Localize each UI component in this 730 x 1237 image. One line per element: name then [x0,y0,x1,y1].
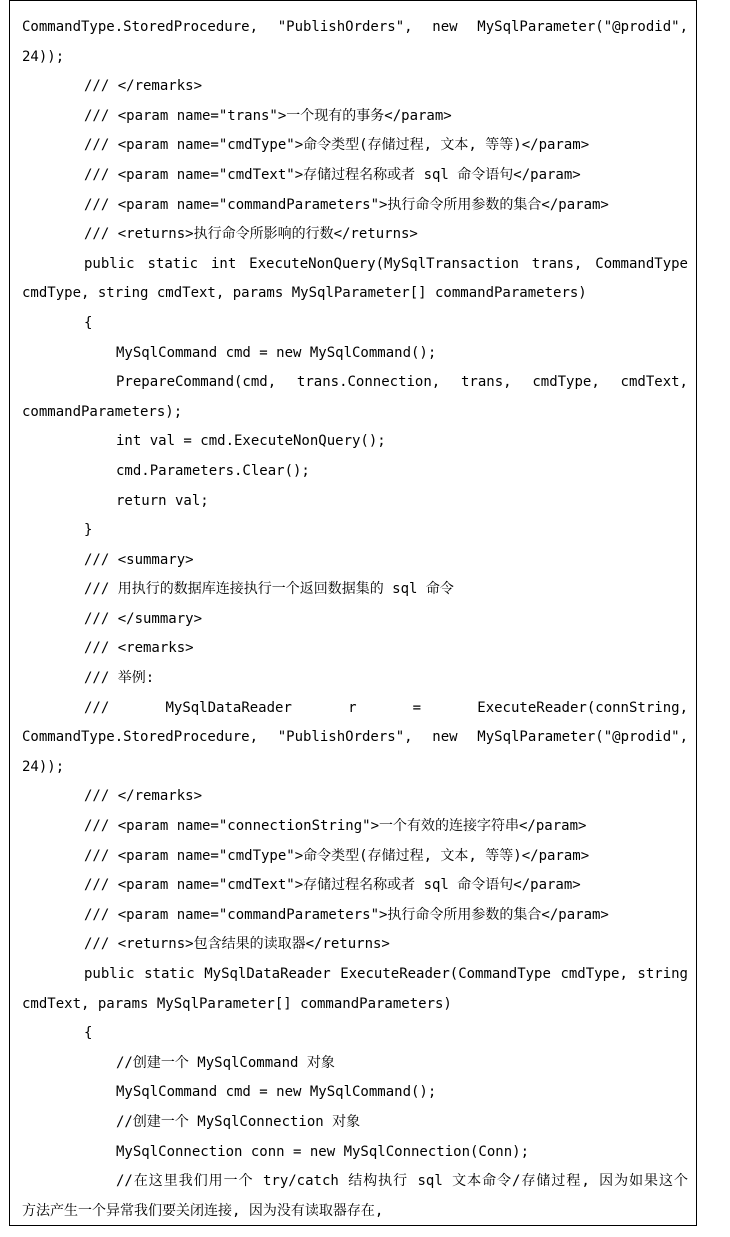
code-line: CommandType.StoredProcedure, "PublishOrders", new MySqlParameter("@prodid", [22,19,688,35]
code-line: /// <param name="commandParameters">执行命令所用参数的集合</param> [84,906,609,923]
code-line: return val; [116,492,209,509]
code-line: } [84,522,93,539]
code-line: cmdType, string cmdText, params MySqlParameter[] commandParameters) [22,285,587,302]
code-line: { [84,314,93,331]
code-line: cmd.Parameters.Clear(); [116,462,310,479]
code-line: /// </remarks> [84,788,203,805]
code-line: //创建一个 MySqlCommand 对象 [116,1054,335,1071]
code-line: /// </remarks> [84,78,203,95]
code-line: MySqlCommand cmd = new MySqlCommand(); [116,344,437,361]
code-line: public static MySqlDataReader ExecuteReader(CommandType cmdType, string [84,966,688,982]
code-line: /// 用执行的数据库连接执行一个返回数据集的 sql 命令 [84,581,454,598]
code-line: 24)); [22,758,65,775]
code-line: MySqlCommand cmd = new MySqlCommand(); [116,1084,437,1101]
code-line: /// <param name="cmdType">命令类型(存储过程, 文本, 等等)</param> [84,137,590,154]
code-line: /// </summary> [84,610,203,627]
code-line: /// <param name="trans">一个现有的事务</param> [84,107,452,124]
code-line: 24)); [22,48,65,65]
code-line: /// <returns>包含结果的读取器</returns> [84,936,390,953]
code-line: //在这里我们用一个 try/catch 结构执行 sql 文本命令/存储过程, 因为如果这个 [116,1173,688,1190]
code-line: /// <param name="cmdText">存储过程名称或者 sql 命令语句</param> [84,877,581,894]
code-line: public static int ExecuteNonQuery(MySqlTransaction trans, CommandType [84,255,688,272]
code-line: commandParameters); [22,403,183,420]
code-line: /// <param name="cmdText">存储过程名称或者 sql 命令语句</param> [84,166,581,183]
code-line: { [84,1025,93,1042]
code-block [22,13,690,1226]
code-line: //创建一个 MySqlConnection 对象 [116,1113,361,1130]
code-line: cmdText, params MySqlParameter[] commandParameters) [22,995,452,1012]
code-line: /// <param name="connectionString">一个有效的连接字符串</param> [84,818,587,835]
code-line: /// 举例: [84,670,155,687]
code-line: PrepareCommand(cmd, trans.Connection, trans, cmdType, cmdText, [116,374,688,391]
code-line: /// <summary> [84,551,194,568]
code-line: /// <param name="cmdType">命令类型(存储过程, 文本, 等等)</param> [84,847,590,864]
code-line: /// <returns>执行命令所影响的行数</returns> [84,226,418,243]
code-line: MySqlConnection conn = new MySqlConnection(Conn); [116,1143,530,1160]
code-line: /// <param name="commandParameters">执行命令所用参数的集合</param> [84,196,609,213]
code-line: int val = cmd.ExecuteNonQuery(); [116,433,386,450]
code-line: CommandType.StoredProcedure, "PublishOrders", new MySqlParameter("@prodid", [22,729,688,746]
code-line: 方法产生一个异常我们要关闭连接, 因为没有读取器存在, [22,1202,384,1219]
code-line: /// <remarks> [84,640,194,657]
code-line: /// MySqlDataReader r = ExecuteReader(connString, [84,699,688,716]
